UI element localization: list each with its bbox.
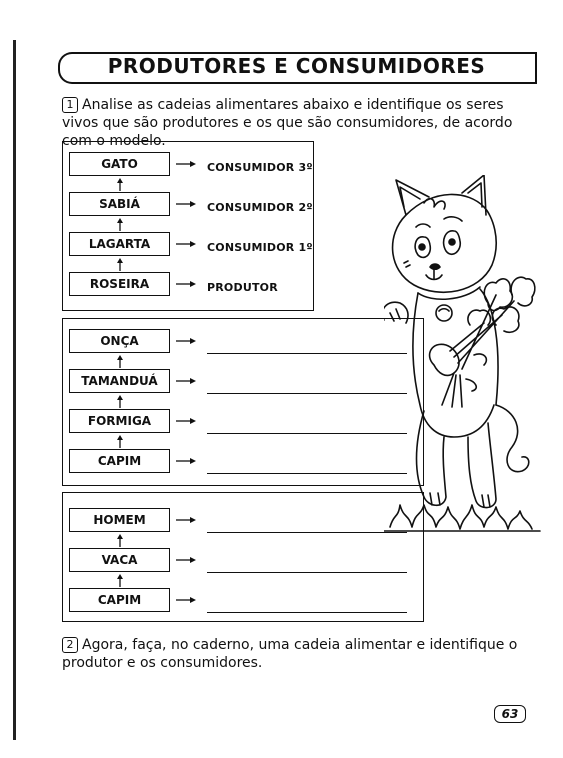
up-arrow-icon [116,435,124,448]
answer-line[interactable] [207,393,407,394]
chain-box-lagarta: LAGARTA [69,232,170,256]
answer-line[interactable] [207,353,407,354]
up-arrow-icon [116,395,124,408]
chain-box-tamandua: TAMANDUÁ [69,369,170,393]
right-arrow-icon [176,337,196,345]
right-arrow-icon [176,280,196,288]
up-arrow-icon [116,218,124,231]
right-arrow-icon [176,200,196,208]
answer-line[interactable] [207,473,407,474]
question-2-text: Agora, faça, no caderno, uma cadeia alimentar e identifique o produtor e os consumidores. [62,637,518,671]
question-number-1: 1 [62,97,78,113]
role-label-roseira: PRODUTOR [207,281,278,294]
up-arrow-icon [116,178,124,191]
question-number-2: 2 [62,637,78,653]
page-number: 63 [494,705,526,723]
food-chain-model [62,141,314,311]
up-arrow-icon [116,258,124,271]
up-arrow-icon [116,574,124,587]
right-arrow-icon [176,596,196,604]
role-label-sabia: CONSUMIDOR 2º [207,201,313,214]
question-2 [62,636,532,672]
answer-line[interactable] [207,433,407,434]
chain-box-vaca: VACA [69,548,170,572]
chain-box-capim: CAPIM [69,588,170,612]
question-1-text: Analise as cadeias alimentares abaixo e identifique os seres vivos que são produtores e os que são consumidores, de acordo com o modelo. [62,97,513,149]
up-arrow-icon [116,534,124,547]
answer-line[interactable] [207,532,407,533]
food-chain-exercise-2 [62,492,424,622]
chain-box-onca: ONÇA [69,329,170,353]
chain-box-sabia: SABIÁ [69,192,170,216]
cat-holding-flowers-illustration [384,175,544,535]
right-arrow-icon [176,377,196,385]
up-arrow-icon [116,355,124,368]
chain-box-roseira: ROSEIRA [69,272,170,296]
answer-line[interactable] [207,572,407,573]
right-arrow-icon [176,240,196,248]
right-arrow-icon [176,417,196,425]
right-arrow-icon [176,457,196,465]
role-label-lagarta: CONSUMIDOR 1º [207,241,313,254]
chain-box-capim: CAPIM [69,449,170,473]
chain-box-formiga: FORMIGA [69,409,170,433]
right-arrow-icon [176,160,196,168]
chain-box-homem: HOMEM [69,508,170,532]
page-title: PRODUTORES E CONSUMIDORES [107,54,486,78]
food-chain-exercise-1 [62,318,424,486]
page-spine-shadow [13,40,16,740]
answer-line[interactable] [207,612,407,613]
role-label-gato: CONSUMIDOR 3º [207,161,313,174]
chain-box-gato: GATO [69,152,170,176]
right-arrow-icon [176,556,196,564]
right-arrow-icon [176,516,196,524]
